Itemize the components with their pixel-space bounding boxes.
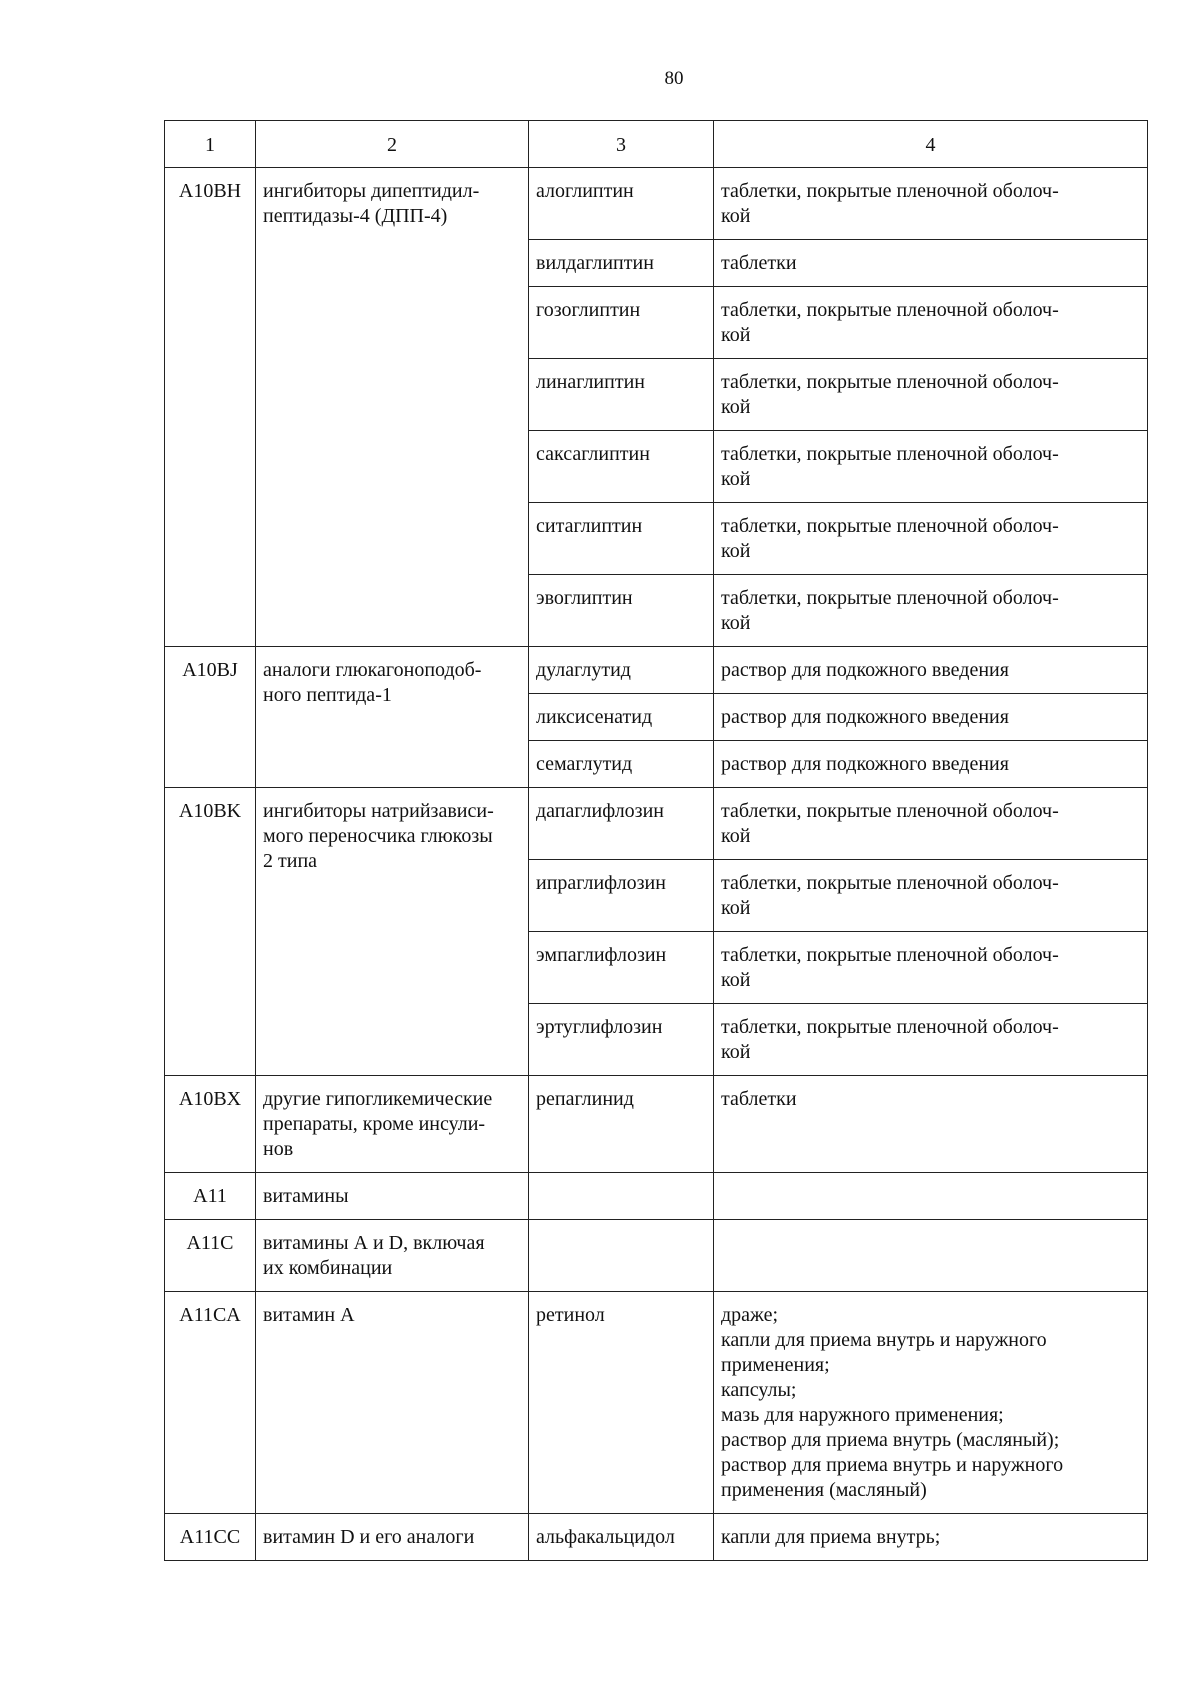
dosage-form [714,1514,1148,1561]
group-line: ного пептида-1 [263,684,392,706]
group-line: витамин D и его аналоги [263,1526,475,1548]
atc-code: A11CA [165,1292,256,1514]
drug-name: дапаглифлозин [529,788,714,860]
form-line: таблетки [721,252,797,274]
header-col-3: 3 [529,121,714,168]
group-line: пептидазы-4 (ДПП-4) [263,205,448,227]
form-line: кой [721,897,751,919]
table-row [165,1173,1148,1220]
drug-name: эвоглиптин [529,575,714,647]
table-row [165,1076,1148,1173]
dosage-form [714,168,1148,240]
anatomical-group [256,1220,529,1292]
form-line: таблетки, покрытые пленочной оболоч- [721,180,1059,202]
form-line: кой [721,324,751,346]
atc-code: A10BX [165,1076,256,1173]
drug-name [529,1220,714,1292]
dosage-form [714,1292,1148,1514]
form-line: применения (масляный) [721,1479,927,1501]
drug-name: ретинол [529,1292,714,1514]
group-line: нов [263,1138,294,1160]
form-line: таблетки, покрытые пленочной оболоч- [721,800,1059,822]
header-col-2: 2 [256,121,529,168]
drug-name: ситаглиптин [529,503,714,575]
form-line: кой [721,468,751,490]
drug-name: репаглинид [529,1076,714,1173]
anatomical-group [256,1173,529,1220]
group-line: 2 типа [263,850,318,872]
dosage-form [714,240,1148,287]
anatomical-group [256,1292,529,1514]
form-line: таблетки, покрытые пленочной оболоч- [721,299,1059,321]
drug-name: вилдаглиптин [529,240,714,287]
form-line: раствор для подкожного введения [721,706,1009,728]
form-line: раствор для приема внутрь (масляный); [721,1429,1060,1451]
drug-name: эмпаглифлозин [529,932,714,1004]
atc-code: A11 [165,1173,256,1220]
form-line: капли для приема внутрь и наружного [721,1329,1047,1351]
anatomical-group [256,1076,529,1173]
dosage-form [714,1076,1148,1173]
dosage-form [714,741,1148,788]
atc-code: A10BH [165,168,256,647]
drug-name: альфакальцидол [529,1514,714,1561]
atc-code: A11C [165,1220,256,1292]
page-number: 80 [664,68,684,89]
dosage-form [714,647,1148,694]
form-line: кой [721,540,751,562]
dosage-form [714,287,1148,359]
group-line: ингибиторы натрийзависи- [263,800,494,822]
group-line: витамин А [263,1304,355,1326]
drug-name: алоглиптин [529,168,714,240]
drug-name: дулаглутид [529,647,714,694]
table-row [165,647,1148,694]
form-line: таблетки, покрытые пленочной оболоч- [721,872,1059,894]
form-line: капсулы; [721,1379,797,1401]
form-line: раствор для подкожного введения [721,659,1009,681]
drug-name: эртуглифлозин [529,1004,714,1076]
anatomical-group [256,1514,529,1561]
dosage-form [714,575,1148,647]
table-row [165,1220,1148,1292]
form-line: таблетки, покрытые пленочной оболоч- [721,1016,1059,1038]
dosage-form [714,932,1148,1004]
anatomical-group [256,788,529,1076]
form-line: кой [721,612,751,634]
anatomical-group [256,168,529,647]
form-line: кой [721,825,751,847]
group-line: витамины А и D, включая [263,1232,485,1254]
atc-code: A10BJ [165,647,256,788]
form-line: капли для приема внутрь; [721,1526,941,1548]
drug-name [529,1173,714,1220]
dosage-form [714,1004,1148,1076]
table-row [165,1292,1148,1514]
anatomical-group [256,647,529,788]
form-line: таблетки, покрытые пленочной оболоч- [721,944,1059,966]
form-line: кой [721,205,751,227]
dosage-form [714,694,1148,741]
header-col-4: 4 [714,121,1148,168]
group-line: их комбинации [263,1257,393,1279]
dosage-form [714,788,1148,860]
dosage-form [714,860,1148,932]
dosage-form [714,503,1148,575]
drug-name: ликсисенатид [529,694,714,741]
drug-name: саксаглиптин [529,431,714,503]
group-line: витамины [263,1185,349,1207]
table-row [165,168,1148,240]
atc-code: A10BK [165,788,256,1076]
group-line: аналоги глюкагоноподоб- [263,659,482,681]
form-line: кой [721,396,751,418]
table-row [165,1514,1148,1561]
form-line: кой [721,969,751,991]
header-row [165,121,1148,168]
form-line: раствор для подкожного введения [721,753,1009,775]
form-line: раствор для приема внутрь и наружного [721,1454,1064,1476]
group-line: мого переносчика глюкозы [263,825,493,847]
medicines-table [164,120,1148,1561]
form-line: таблетки, покрытые пленочной оболоч- [721,443,1059,465]
dosage-form [714,359,1148,431]
form-line: кой [721,1041,751,1063]
group-line: препараты, кроме инсули- [263,1113,486,1135]
dosage-form [714,1173,1148,1220]
form-line: драже; [721,1304,779,1326]
dosage-form [714,431,1148,503]
dosage-form [714,1220,1148,1292]
drug-name: семаглутид [529,741,714,788]
drug-name: гозоглиптин [529,287,714,359]
form-line: таблетки, покрытые пленочной оболоч- [721,587,1059,609]
header-col-1: 1 [165,121,256,168]
atc-code: A11CC [165,1514,256,1561]
table-row [165,788,1148,860]
drug-name: ипраглифлозин [529,860,714,932]
form-line: таблетки [721,1088,797,1110]
form-line: таблетки, покрытые пленочной оболоч- [721,371,1059,393]
form-line: таблетки, покрытые пленочной оболоч- [721,515,1059,537]
drug-name: линаглиптин [529,359,714,431]
group-line: другие гипогликемические [263,1088,493,1110]
form-line: мазь для наружного применения; [721,1404,1004,1426]
group-line: ингибиторы дипептидил- [263,180,480,202]
form-line: применения; [721,1354,830,1376]
